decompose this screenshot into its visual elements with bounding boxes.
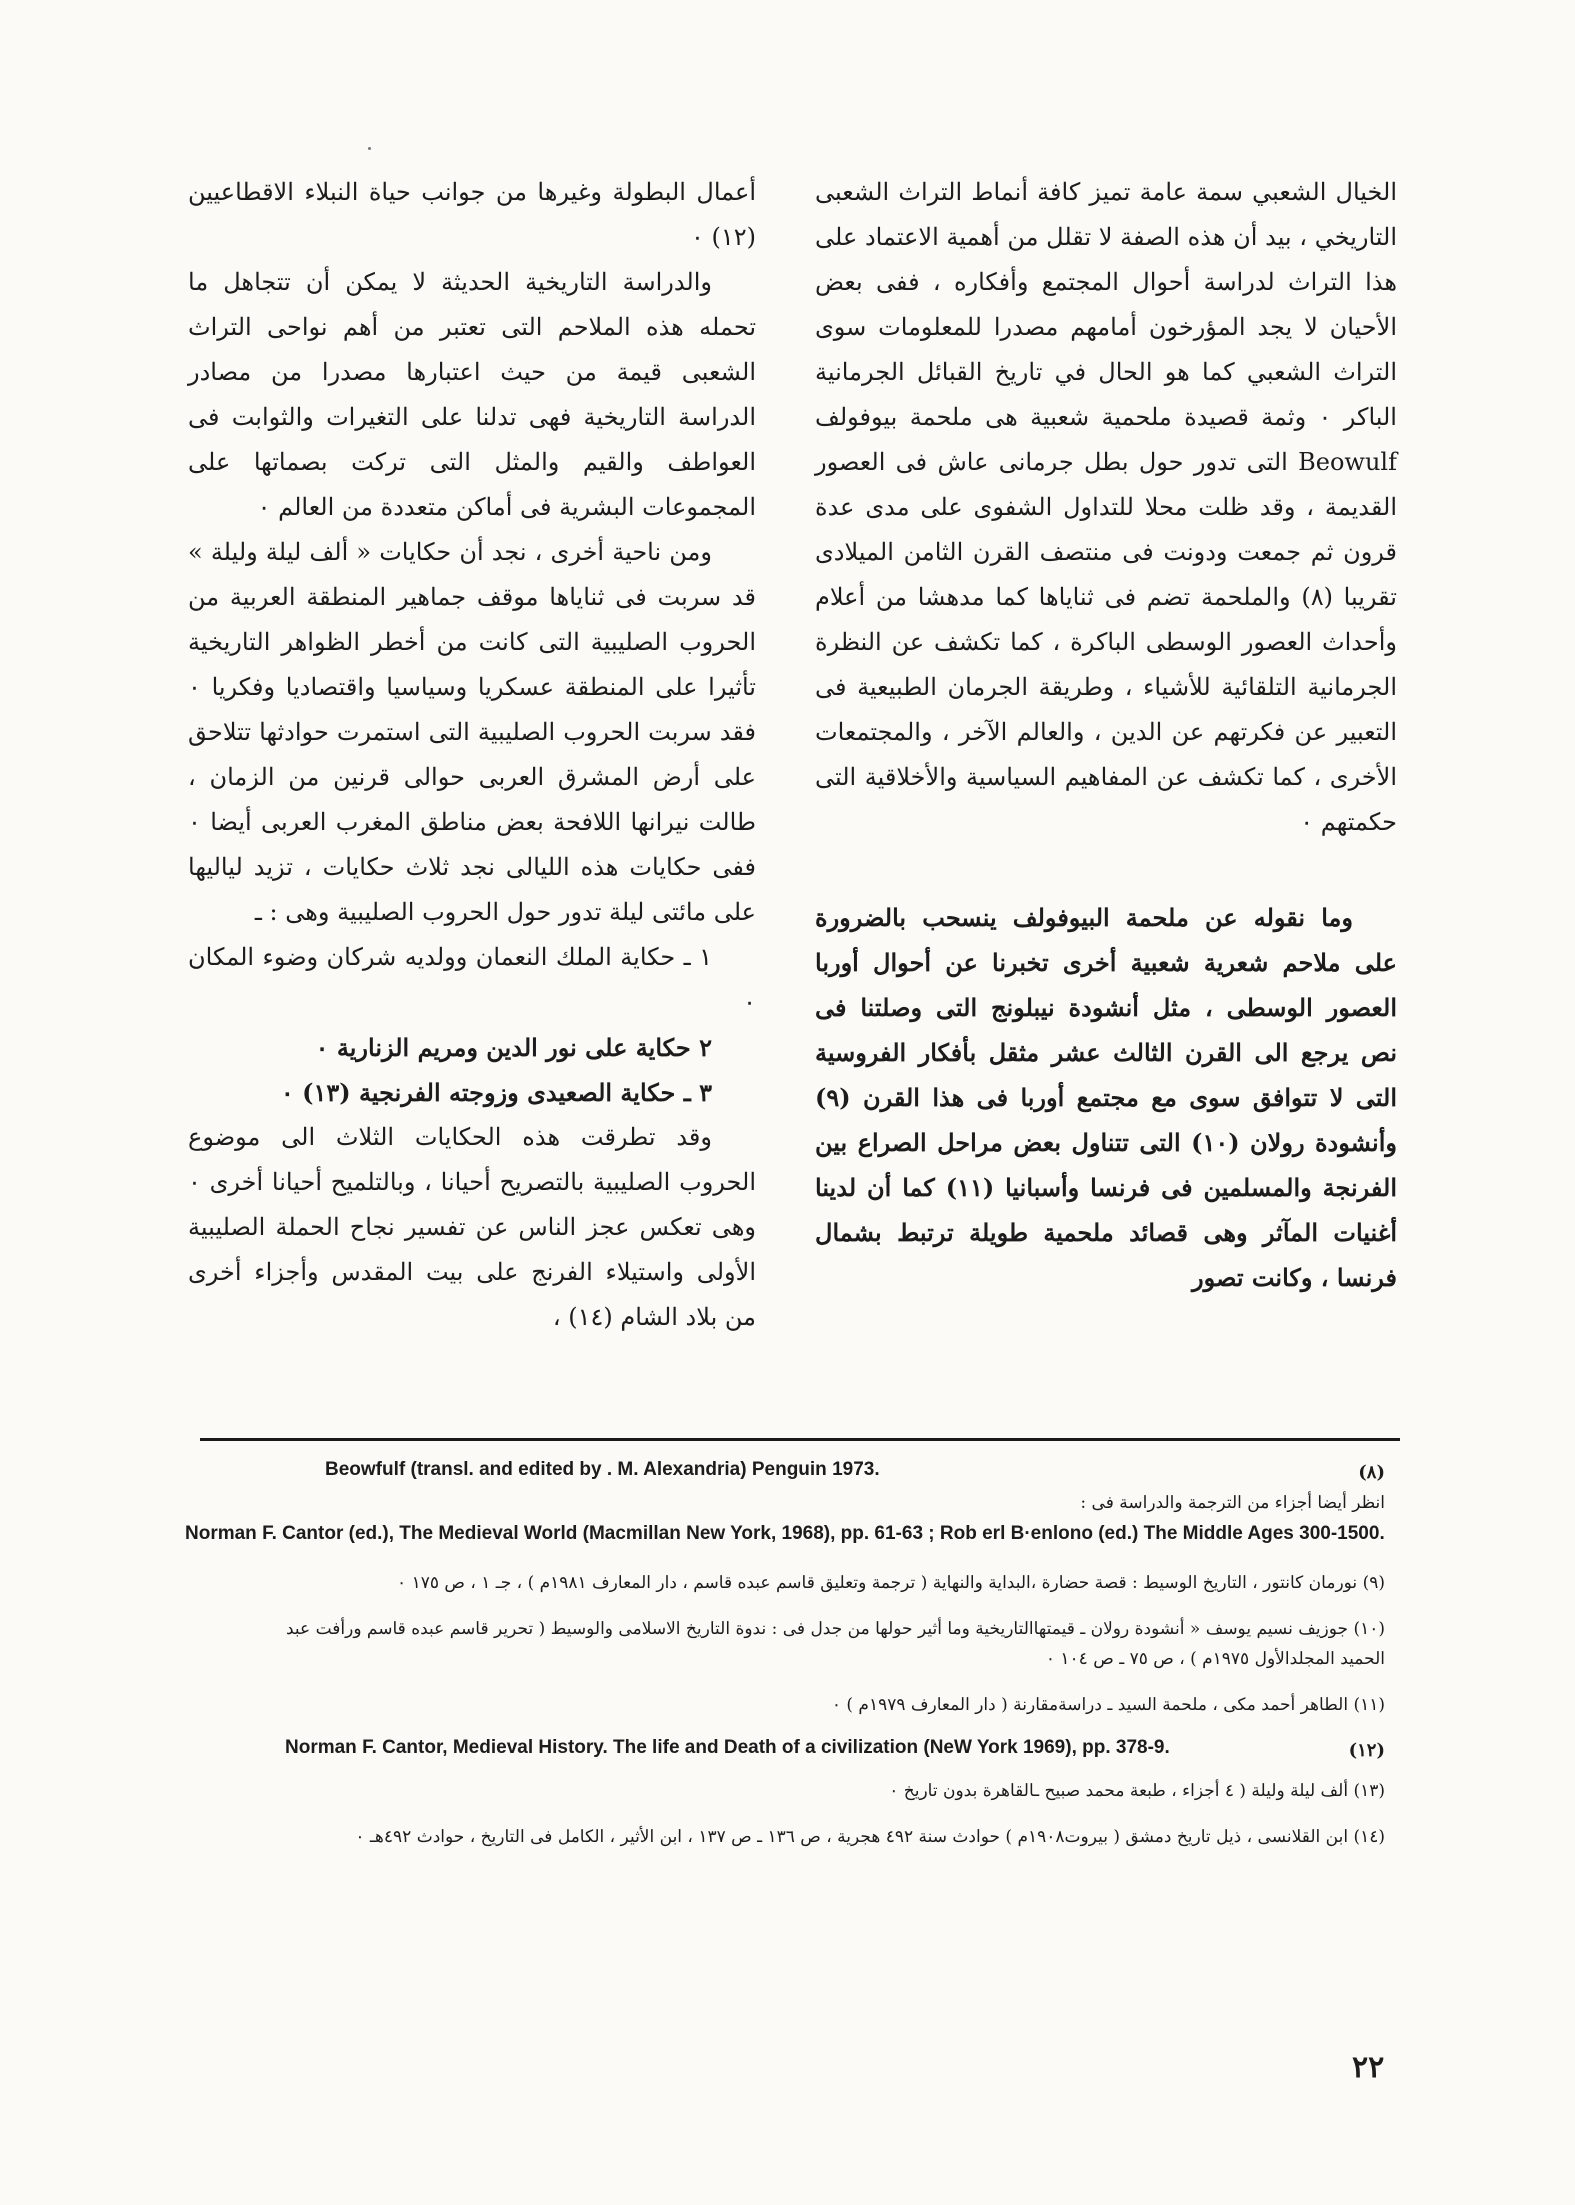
footnote-number: (١٢) bbox=[1348, 1740, 1385, 1761]
footnote-text: انظر أيضا أجزاء من الترجمة والدراسة فى : bbox=[1080, 1493, 1385, 1513]
footnote-text: Beowfulf (transl. and edited by . M. Alexandria) Penguin 1973. bbox=[325, 1459, 880, 1480]
list-item: ١ ـ حكاية الملك النعمان وولديه شركان وضوء المكان ٠ bbox=[188, 943, 756, 1016]
footnote-10: (١٠) جوزيف نسيم يوسف « أنشودة رولان ـ قيمتهاالتاريخية وما أثير حولها من جدل فى : ندوة التاريخ الاسلامى والوسيط ( تحرير قاسم عبده قاسم ورأفت عبد الحميد المجلدالأول ١٩٧٥م ) ، ص ٧٥ ـ ص ١٠٤ ٠ bbox=[285, 1619, 1385, 1669]
footnote-text: Norman F. Cantor, Medieval History. The life and Death of a civilization (NeW York 1969), pp. 378-9. bbox=[285, 1737, 1170, 1758]
footnote-12 bbox=[255, 1736, 1385, 1760]
footnote-13: (١٣) ألف ليلة وليلة ( ٤ أجزاء ، طبعة محمد صبيح ـالقاهرة بدون تاريخ ٠ bbox=[889, 1781, 1385, 1801]
list-item: ٣ ـ حكاية الصعيدى وزوجته الفرنجية (١٣) ٠ bbox=[280, 1078, 712, 1107]
footnote-9: (٩) نورمان كانتور ، التاريخ الوسيط : قصة حضارة ،البداية والنهاية ( ترجمة وتعليق قاسم عبده قاسم ، دار المعارف ١٩٨١م ) ، جـ ١ ، ص ١٧٥ ٠ bbox=[397, 1573, 1385, 1593]
paragraph: وما نقوله عن ملحمة البيوفولف ينسحب بالضرورة على ملاحم شعرية شعبية أخرى تخبرنا عن أحوال أوربا العصور الوسطى ، مثل أنشودة نيبلونج التى وصلتنا فى نص يرجع الى القرن الثالث عشر مثقل بأفكار الفروسية التى لا تتوافق سوى مع مجتمع أوربا فى هذا القرن (٩) وأنشودة رولان (١٠) التى تتناول بعض مراحل الصراع بين الفرنجة والمسلمين فى فرنسا وأسبانيا (١١) كما أن لدينا أغنيات المآثر وهى قصائد ملحمية طويلة ترتبط بشمال فرنسا ، وكانت تصور bbox=[815, 903, 1397, 1292]
left-text-column bbox=[188, 170, 756, 1340]
paragraph: ومن ناحية أخرى ، نجد أن حكايات « ألف ليلة وليلة » قد سربت فى ثناياها موقف جماهير المنطقة العربية من الحروب الصليبية التى كانت من أخطر الظواهر التاريخية تأثيرا على المنطقة عسكريا وسياسيا واقتصاديا وفكريا ٠ فقد سربت الحروب الصليبية التى استمرت حوادثها تتلاحق على أرض المشرق العربى حوالى قرنين من الزمان ، طالت نيرانها اللافحة بعض مناطق المغرب العربى أيضا ٠ ففى حكايات هذه الليالى نجد ثلاث حكايات ، تزيد لياليها على مائتى ليلة تدور حول الحروب الصليبية وهى : ـ bbox=[188, 538, 757, 926]
footnote-text: Norman F. Cantor (ed.), The Medieval World (Macmillan New York, 1968), pp. 61-63 ; Rob erl B·enlono (ed.) The Middle Ages 300-1500. bbox=[185, 1523, 1385, 1544]
footnote-11: (١١) الطاهر أحمد مكى ، ملحمة السيد ـ دراسةمقارنة ( دار المعارف ١٩٧٩م ) ٠ bbox=[831, 1695, 1385, 1715]
footnote-8 bbox=[255, 1458, 1385, 1482]
paragraph: وقد تطرقت هذه الحكايات الثلاث الى موضوع الحروب الصليبية بالتصريح أحيانا ، وبالتلميح أحيانا أخرى ٠ وهى تعكس عجز الناس عن تفسير نجاح الحملة الصليبية الأولى واستيلاء الفرنج على بيت المقدس وأجزاء أخرى من بلاد الشام (١٤) ، bbox=[188, 1123, 756, 1331]
paragraph: الخيال الشعبي سمة عامة تميز كافة أنماط التراث الشعبى التاريخي ، بيد أن هذه الصفة لا تقلل من أهمية الاعتماد على هذا التراث لدراسة أحوال المجتمع وأفكاره ، ففى بعض الأحيان لا يجد المؤرخون أمامهم مصدرا للمعلومات سوى التراث الشعبي كما هو الحال في تاريخ القبائل الجرمانية الباكر ٠ وثمة قصيدة ملحمية شعبية هى ملحمة بيوفولف Beowulf التى تدور حول بطل جرمانى عاش فى العصور القديمة ، وقد ظلت محلا للتداول الشفوى على مدى عدة قرون ثم جمعت ودونت فى منتصف القرن الثامن الميلادى تقريبا (٨) والملحمة تضم فى ثناياها كما مدهشا من أعلام وأحداث العصور الوسطى الباكرة ، كما تكشف عن النظرة الجرمانية التلقائية للأشياء ، وطريقة الجرمان الطبيعية فى التعبير عن فكرتهم عن الدين ، والعالم الآخر ، والمجتمعات الأخرى ، كما تكشف عن المفاهيم السياسية والأخلاقية التى حكمتهم ٠ bbox=[815, 178, 1397, 836]
paragraph: أعمال البطولة وغيرها من جوانب حياة النبلاء الاقطاعيين (١٢) ٠ bbox=[188, 178, 756, 251]
speck bbox=[368, 147, 371, 150]
footnote-number: (٨) bbox=[1358, 1462, 1385, 1483]
page-number: ٢٢ bbox=[1352, 2050, 1385, 2085]
footnotes bbox=[185, 1458, 1385, 1868]
paragraph: والدراسة التاريخية الحديثة لا يمكن أن تتجاهل ما تحمله هذه الملاحم التى تعتبر من أهم نواحى التراث الشعبى قيمة من حيث اعتبارها مصدرا من مصادر الدراسة التاريخية فهى تدلنا على التغيرات والثوابت فى العواطف والقيم والمثل التى تركت بصماتها على المجموعات البشرية فى أماكن متعددة من العالم ٠ bbox=[188, 268, 756, 521]
list-item: ٢ حكاية على نور الدين ومريم الزنارية ٠ bbox=[315, 1033, 712, 1062]
right-text-column bbox=[815, 170, 1397, 1300]
footnote-separator bbox=[200, 1438, 1400, 1441]
footnote-14: (١٤) ابن القلانسى ، ذيل تاريخ دمشق ( بيروت١٩٠٨م ) حوادث سنة ٤٩٢ هجرية ، ص ١٣٦ ـ ص ١٣٧ ، ابن الأثير ، الكامل فى التاريخ ، حوادث ٤٩٢هـ ٠ bbox=[355, 1827, 1385, 1847]
